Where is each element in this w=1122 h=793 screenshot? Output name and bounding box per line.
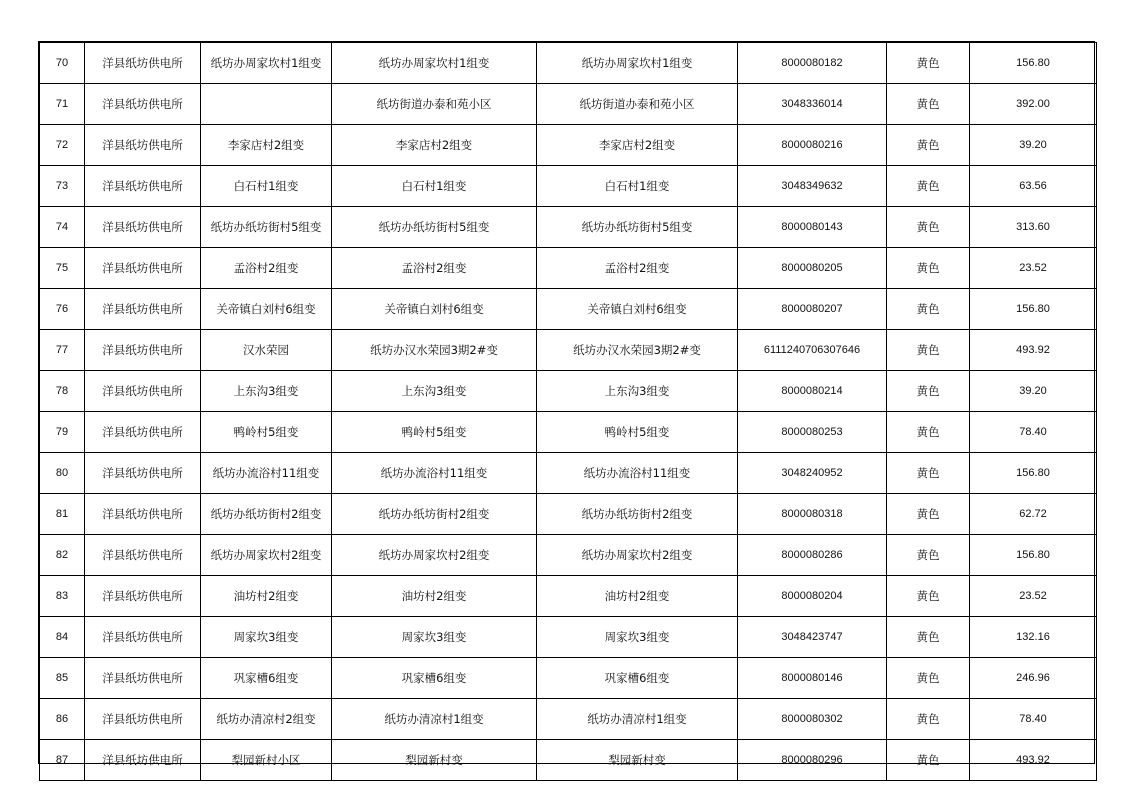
cell-amount: 493.92 xyxy=(970,740,1097,781)
cell-warning-level: 黄色 xyxy=(887,412,970,453)
cell-station-area: 孟浴村2组变 xyxy=(201,248,332,289)
cell-account-number: 8000080286 xyxy=(738,535,887,576)
table-row xyxy=(40,371,1097,412)
cell-account-number: 3048423747 xyxy=(738,617,887,658)
cell-line-name: 孟浴村2组变 xyxy=(332,248,537,289)
cell-row-number: 73 xyxy=(40,166,85,207)
cell-transformer-name: 孟浴村2组变 xyxy=(537,248,738,289)
cell-account-number: 3048336014 xyxy=(738,84,887,125)
cell-transformer-name: 关帝镇白刘村6组变 xyxy=(537,289,738,330)
cell-amount: 78.40 xyxy=(970,412,1097,453)
cell-row-number: 82 xyxy=(40,535,85,576)
table-body xyxy=(40,43,1097,781)
table-row xyxy=(40,43,1097,84)
cell-supply-unit: 洋县纸坊供电所 xyxy=(85,576,201,617)
cell-transformer-name: 纸坊办纸坊街村5组变 xyxy=(537,207,738,248)
cell-warning-level: 黄色 xyxy=(887,43,970,84)
table-row xyxy=(40,494,1097,535)
cell-warning-level: 黄色 xyxy=(887,166,970,207)
cell-row-number: 79 xyxy=(40,412,85,453)
cell-station-area: 白石村1组变 xyxy=(201,166,332,207)
cell-warning-level: 黄色 xyxy=(887,617,970,658)
cell-line-name: 巩家槽6组变 xyxy=(332,658,537,699)
cell-row-number: 84 xyxy=(40,617,85,658)
cell-warning-level: 黄色 xyxy=(887,740,970,781)
cell-account-number: 8000080302 xyxy=(738,699,887,740)
cell-row-number: 85 xyxy=(40,658,85,699)
cell-line-name: 周家坎3组变 xyxy=(332,617,537,658)
cell-warning-level: 黄色 xyxy=(887,535,970,576)
cell-amount: 63.56 xyxy=(970,166,1097,207)
cell-line-name: 鸭岭村5组变 xyxy=(332,412,537,453)
cell-amount: 493.92 xyxy=(970,330,1097,371)
cell-station-area: 上东沟3组变 xyxy=(201,371,332,412)
cell-account-number: 8000080143 xyxy=(738,207,887,248)
cell-warning-level: 黄色 xyxy=(887,125,970,166)
cell-station-area: 纸坊办周家坎村2组变 xyxy=(201,535,332,576)
cell-station-area: 关帝镇白刘村6组变 xyxy=(201,289,332,330)
cell-row-number: 72 xyxy=(40,125,85,166)
cell-station-area: 纸坊办流浴村11组变 xyxy=(201,453,332,494)
cell-line-name: 纸坊办纸坊街村5组变 xyxy=(332,207,537,248)
cell-amount: 246.96 xyxy=(970,658,1097,699)
cell-warning-level: 黄色 xyxy=(887,248,970,289)
cell-amount: 132.16 xyxy=(970,617,1097,658)
cell-warning-level: 黄色 xyxy=(887,699,970,740)
cell-transformer-name: 巩家槽6组变 xyxy=(537,658,738,699)
cell-line-name: 关帝镇白刘村6组变 xyxy=(332,289,537,330)
table-row xyxy=(40,617,1097,658)
table-row xyxy=(40,248,1097,289)
cell-supply-unit: 洋县纸坊供电所 xyxy=(85,289,201,330)
cell-station-area: 李家店村2组变 xyxy=(201,125,332,166)
cell-line-name: 纸坊街道办泰和苑小区 xyxy=(332,84,537,125)
cell-transformer-name: 李家店村2组变 xyxy=(537,125,738,166)
cell-station-area: 梨园新村小区 xyxy=(201,740,332,781)
cell-station-area: 纸坊办清凉村2组变 xyxy=(201,699,332,740)
cell-supply-unit: 洋县纸坊供电所 xyxy=(85,453,201,494)
cell-account-number: 6111240706307646 xyxy=(738,330,887,371)
cell-row-number: 86 xyxy=(40,699,85,740)
cell-station-area: 油坊村2组变 xyxy=(201,576,332,617)
table-row xyxy=(40,453,1097,494)
cell-transformer-name: 纸坊办周家坎村1组变 xyxy=(537,43,738,84)
cell-warning-level: 黄色 xyxy=(887,289,970,330)
cell-warning-level: 黄色 xyxy=(887,453,970,494)
cell-line-name: 纸坊办流浴村11组变 xyxy=(332,453,537,494)
cell-line-name: 上东沟3组变 xyxy=(332,371,537,412)
cell-supply-unit: 洋县纸坊供电所 xyxy=(85,617,201,658)
data-table xyxy=(39,42,1097,781)
cell-station-area: 鸭岭村5组变 xyxy=(201,412,332,453)
cell-account-number: 8000080207 xyxy=(738,289,887,330)
cell-supply-unit: 洋县纸坊供电所 xyxy=(85,371,201,412)
table-row xyxy=(40,535,1097,576)
cell-row-number: 76 xyxy=(40,289,85,330)
cell-warning-level: 黄色 xyxy=(887,494,970,535)
table-row xyxy=(40,699,1097,740)
cell-amount: 392.00 xyxy=(970,84,1097,125)
table-row xyxy=(40,207,1097,248)
cell-transformer-name: 周家坎3组变 xyxy=(537,617,738,658)
cell-warning-level: 黄色 xyxy=(887,658,970,699)
cell-supply-unit: 洋县纸坊供电所 xyxy=(85,248,201,289)
cell-line-name: 纸坊办清凉村1组变 xyxy=(332,699,537,740)
cell-row-number: 83 xyxy=(40,576,85,617)
cell-transformer-name: 上东沟3组变 xyxy=(537,371,738,412)
cell-account-number: 8000080205 xyxy=(738,248,887,289)
cell-warning-level: 黄色 xyxy=(887,207,970,248)
table-row xyxy=(40,576,1097,617)
cell-supply-unit: 洋县纸坊供电所 xyxy=(85,166,201,207)
cell-transformer-name: 纸坊办流浴村11组变 xyxy=(537,453,738,494)
cell-transformer-name: 纸坊办清凉村1组变 xyxy=(537,699,738,740)
cell-account-number: 8000080214 xyxy=(738,371,887,412)
table-row xyxy=(40,166,1097,207)
cell-transformer-name: 梨园新村变 xyxy=(537,740,738,781)
cell-amount: 62.72 xyxy=(970,494,1097,535)
cell-station-area: 汉水荣园 xyxy=(201,330,332,371)
cell-amount: 39.20 xyxy=(970,125,1097,166)
cell-line-name: 纸坊办周家坎村1组变 xyxy=(332,43,537,84)
cell-supply-unit: 洋县纸坊供电所 xyxy=(85,412,201,453)
cell-station-area: 纸坊办纸坊街村5组变 xyxy=(201,207,332,248)
cell-supply-unit: 洋县纸坊供电所 xyxy=(85,699,201,740)
cell-warning-level: 黄色 xyxy=(887,84,970,125)
cell-line-name: 纸坊办汉水荣园3期2#变 xyxy=(332,330,537,371)
cell-transformer-name: 纸坊办纸坊街村2组变 xyxy=(537,494,738,535)
table-row xyxy=(40,330,1097,371)
cell-row-number: 87 xyxy=(40,740,85,781)
table-row xyxy=(40,125,1097,166)
cell-amount: 156.80 xyxy=(970,43,1097,84)
cell-row-number: 70 xyxy=(40,43,85,84)
cell-account-number: 8000080182 xyxy=(738,43,887,84)
cell-transformer-name: 油坊村2组变 xyxy=(537,576,738,617)
cell-warning-level: 黄色 xyxy=(887,371,970,412)
cell-row-number: 81 xyxy=(40,494,85,535)
cell-account-number: 8000080204 xyxy=(738,576,887,617)
data-table-sheet xyxy=(38,41,1095,767)
table-row xyxy=(40,84,1097,125)
cell-line-name: 梨园新村变 xyxy=(332,740,537,781)
cell-transformer-name: 纸坊办周家坎村2组变 xyxy=(537,535,738,576)
cell-station-area: 纸坊办周家坎村1组变 xyxy=(201,43,332,84)
cell-account-number: 8000080216 xyxy=(738,125,887,166)
cell-line-name: 白石村1组变 xyxy=(332,166,537,207)
cell-row-number: 80 xyxy=(40,453,85,494)
cell-line-name: 纸坊办周家坎村2组变 xyxy=(332,535,537,576)
cell-line-name: 纸坊办纸坊街村2组变 xyxy=(332,494,537,535)
table-row xyxy=(40,412,1097,453)
cell-row-number: 71 xyxy=(40,84,85,125)
cell-station-area: 巩家槽6组变 xyxy=(201,658,332,699)
cell-row-number: 74 xyxy=(40,207,85,248)
cell-warning-level: 黄色 xyxy=(887,330,970,371)
cell-row-number: 77 xyxy=(40,330,85,371)
cell-transformer-name: 纸坊街道办泰和苑小区 xyxy=(537,84,738,125)
cell-transformer-name: 白石村1组变 xyxy=(537,166,738,207)
cell-line-name: 李家店村2组变 xyxy=(332,125,537,166)
cell-supply-unit: 洋县纸坊供电所 xyxy=(85,740,201,781)
cell-account-number: 8000080318 xyxy=(738,494,887,535)
cell-amount: 23.52 xyxy=(970,576,1097,617)
cell-amount: 313.60 xyxy=(970,207,1097,248)
cell-transformer-name: 纸坊办汉水荣园3期2#变 xyxy=(537,330,738,371)
cell-supply-unit: 洋县纸坊供电所 xyxy=(85,125,201,166)
cell-account-number: 3048240952 xyxy=(738,453,887,494)
cell-row-number: 78 xyxy=(40,371,85,412)
cell-amount: 156.80 xyxy=(970,289,1097,330)
cell-station-area: 周家坎3组变 xyxy=(201,617,332,658)
cell-amount: 39.20 xyxy=(970,371,1097,412)
table-row xyxy=(40,289,1097,330)
table-row xyxy=(40,740,1097,781)
cell-supply-unit: 洋县纸坊供电所 xyxy=(85,494,201,535)
cell-account-number: 8000080296 xyxy=(738,740,887,781)
cell-account-number: 3048349632 xyxy=(738,166,887,207)
cell-line-name: 油坊村2组变 xyxy=(332,576,537,617)
cell-supply-unit: 洋县纸坊供电所 xyxy=(85,43,201,84)
cell-supply-unit: 洋县纸坊供电所 xyxy=(85,330,201,371)
cell-transformer-name: 鸭岭村5组变 xyxy=(537,412,738,453)
cell-account-number: 8000080253 xyxy=(738,412,887,453)
cell-amount: 78.40 xyxy=(970,699,1097,740)
cell-warning-level: 黄色 xyxy=(887,576,970,617)
cell-supply-unit: 洋县纸坊供电所 xyxy=(85,207,201,248)
cell-supply-unit: 洋县纸坊供电所 xyxy=(85,535,201,576)
cell-supply-unit: 洋县纸坊供电所 xyxy=(85,658,201,699)
cell-account-number: 8000080146 xyxy=(738,658,887,699)
cell-station-area: 纸坊办纸坊街村2组变 xyxy=(201,494,332,535)
table-row xyxy=(40,658,1097,699)
cell-amount: 156.80 xyxy=(970,535,1097,576)
cell-row-number: 75 xyxy=(40,248,85,289)
cell-supply-unit: 洋县纸坊供电所 xyxy=(85,84,201,125)
cell-amount: 156.80 xyxy=(970,453,1097,494)
cell-station-area xyxy=(201,84,332,125)
cell-amount: 23.52 xyxy=(970,248,1097,289)
